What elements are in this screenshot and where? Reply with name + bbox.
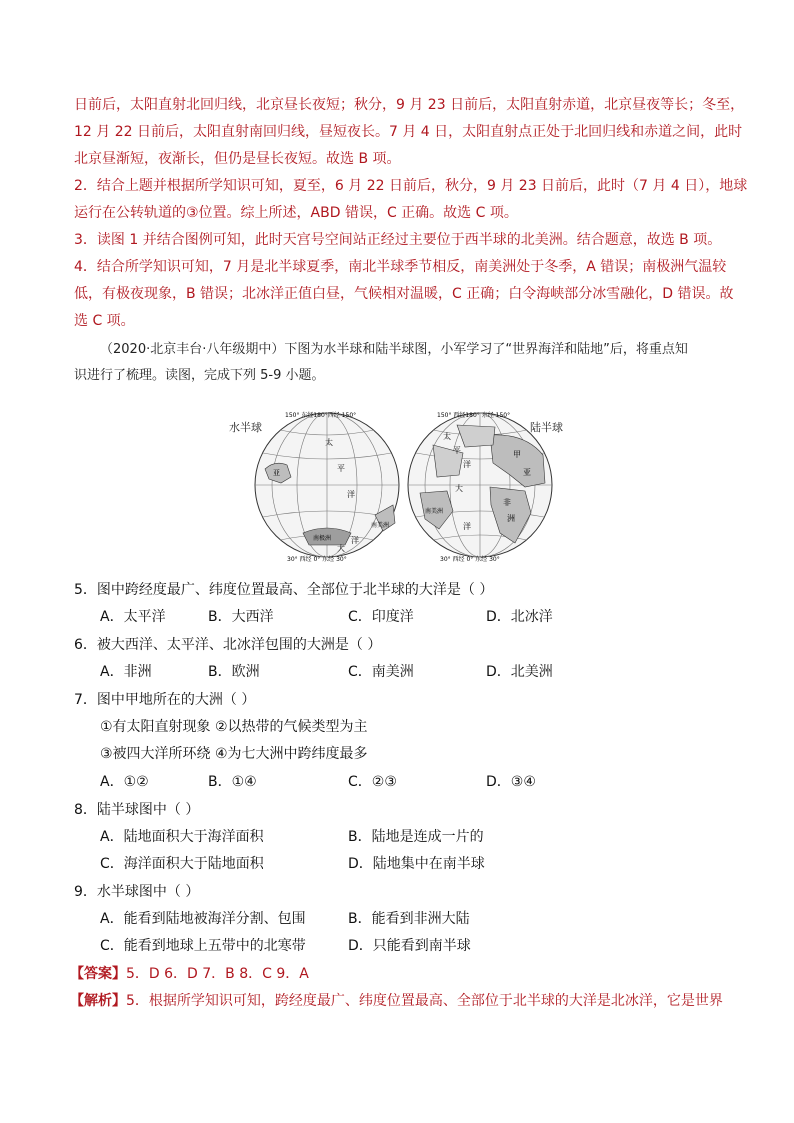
water-bottom-meridian-label: 30° 西经 0° 东经 30° <box>287 556 347 563</box>
land-label-4: 大 <box>455 484 463 493</box>
explain-line-7: 4．结合所学知识可知，7 月是北半球夏季，南北半球季节相反，南美洲处于冬季，A 错误；南极洲气温较 <box>74 259 727 275</box>
land-label-1: 平 <box>453 446 461 455</box>
water-hemisphere-title: 水半球 <box>229 421 262 434</box>
question-5-option-b[interactable]: B．大西洋 <box>208 609 274 625</box>
question-5-option-c[interactable]: C．印度洋 <box>348 609 414 625</box>
question-7-sub-2: ③被四大洋所环绕 ④为七大洲中跨纬度最多 <box>100 746 368 762</box>
question-9-option-c[interactable]: C．能看到地球上五带中的北寒带 <box>100 938 306 954</box>
land-label-7: 洲 <box>507 514 515 523</box>
land-label-3: 甲 <box>513 450 521 459</box>
water-label-6: 南美洲 <box>371 522 390 529</box>
question-6-option-d[interactable]: D．北美洲 <box>486 664 553 680</box>
explain-line-2: 12 月 22 日前后，太阳直射南回归线，昼短夜长。7 月 4 日，太阳直射点正处于北回归线和赤道之间，此时 <box>74 124 743 140</box>
answer-tag: 【答案】 <box>70 966 126 982</box>
explain-line-8: 低，有极夜现象，B 错误；北冰洋正值白昼，气候相对温暖，C 正确；白令海峡部分冰雪融化，D 错误。故 <box>74 286 734 302</box>
question-6-option-c[interactable]: C．南美洲 <box>348 664 414 680</box>
answer-text: 5．D 6．D 7．B 8．C 9．A <box>126 966 309 982</box>
land-label-0: 太 <box>443 432 451 441</box>
question-7-sub-1: ①有太阳直射现象 ②以热带的气候类型为主 <box>100 719 368 735</box>
question-9-stem: 9．水半球图中（ ） <box>74 884 200 900</box>
hemisphere-figure <box>225 405 565 565</box>
question-7-option-a[interactable]: A．①② <box>100 774 149 790</box>
water-label-5: 南极洲 <box>313 535 332 542</box>
land-label-6: 非 <box>503 498 511 507</box>
land-hemisphere-title: 陆半球 <box>530 421 563 434</box>
question-5-option-d[interactable]: D．北冰洋 <box>486 609 553 625</box>
water-label-3: 大 <box>337 544 345 553</box>
question-8-option-d[interactable]: D．陆地集中在南半球 <box>348 856 485 872</box>
question-5-option-a[interactable]: A．太平洋 <box>100 609 166 625</box>
water-hemisphere-globe <box>255 411 399 563</box>
question-9-option-a[interactable]: A．能看到陆地被海洋分割、包围 <box>100 911 306 927</box>
land-label-9: 洋 <box>463 522 471 531</box>
question-6-option-a[interactable]: A．非洲 <box>100 664 152 680</box>
question-8-option-b[interactable]: B．陆地是连成一片的 <box>348 829 484 845</box>
analysis-line <box>70 992 723 1010</box>
land-top-meridian-label: 150° 西经180° 东经 150° <box>437 412 511 419</box>
question-8-stem: 8．陆半球图中（ ） <box>74 802 200 818</box>
analysis-tag: 【解析】 <box>70 993 126 1009</box>
land-hemisphere-globe <box>408 411 552 563</box>
question-intro-line-2: 识进行了梳理。读图，完成下列 5-9 小题。 <box>74 368 325 383</box>
analysis-text: 5．根据所学知识可知，跨经度最广、纬度位置最高、全部位于北半球的大洋是北冰洋，它是世界 <box>126 993 723 1009</box>
land-label-2: 洋 <box>463 460 471 469</box>
land-label-5: 亚 <box>523 468 531 477</box>
question-8-option-c[interactable]: C．海洋面积大于陆地面积 <box>100 856 264 872</box>
explain-line-5: 运行在公转轨道的③位置。综上所述，ABD 错误，C 正确。故选 C 项。 <box>74 205 518 221</box>
land-label-8: 南美洲 <box>425 508 444 515</box>
explain-line-6: 3．读图 1 并结合图例可知，此时天宫号空间站正经过主要位于西半球的北美洲。结合题意，故选 B 项。 <box>74 232 722 248</box>
question-intro-line-1: （2020·北京丰台·八年级期中）下图为水半球和陆半球图，小军学习了“世界海洋和陆地”后，将重点知 <box>100 342 688 357</box>
question-7-option-d[interactable]: D．③④ <box>486 774 536 790</box>
question-5-stem: 5．图中跨经度最广、纬度位置最高、全部位于北半球的大洋是（ ） <box>74 582 494 598</box>
land-bottom-meridian-label: 30° 西经 0° 东经 30° <box>440 556 500 563</box>
water-label-7: 亚 <box>273 469 280 477</box>
answer-line <box>70 965 309 983</box>
explain-line-9: 选 C 项。 <box>74 313 135 329</box>
question-7-option-c[interactable]: C．②③ <box>348 774 397 790</box>
question-9-option-b[interactable]: B．能看到非洲大陆 <box>348 911 470 927</box>
question-8-option-a[interactable]: A．陆地面积大于海洋面积 <box>100 829 264 845</box>
explain-line-1: 日前后，太阳直射北回归线，北京昼长夜短；秋分，9 月 23 日前后，太阳直射赤道，北京昼夜等长；冬至， <box>74 97 745 113</box>
water-label-2: 洋 <box>347 490 355 499</box>
explain-line-3: 北京昼渐短，夜渐长，但仍是昼长夜短。故选 B 项。 <box>74 151 401 167</box>
question-6-option-b[interactable]: B．欧洲 <box>208 664 260 680</box>
question-7-stem: 7．图中甲地所在的大洲（ ） <box>74 692 256 708</box>
water-label-4: 洋 <box>351 536 359 545</box>
water-top-meridian-label: 150° 东经180°西经 150° <box>285 412 357 419</box>
water-label-1: 平 <box>337 464 345 473</box>
explain-line-4: 2．结合上题并根据所学知识可知，夏至，6 月 22 日前后，秋分，9 月 23 日前后，此时（7 月 4 日），地球 <box>74 178 748 194</box>
hemisphere-maps <box>225 405 565 565</box>
question-9-option-d[interactable]: D．只能看到南半球 <box>348 938 471 954</box>
question-7-option-b[interactable]: B．①④ <box>208 774 257 790</box>
water-label-0: 太 <box>325 438 333 447</box>
question-6-stem: 6．被大西洋、太平洋、北冰洋包围的大洲是（ ） <box>74 637 382 653</box>
